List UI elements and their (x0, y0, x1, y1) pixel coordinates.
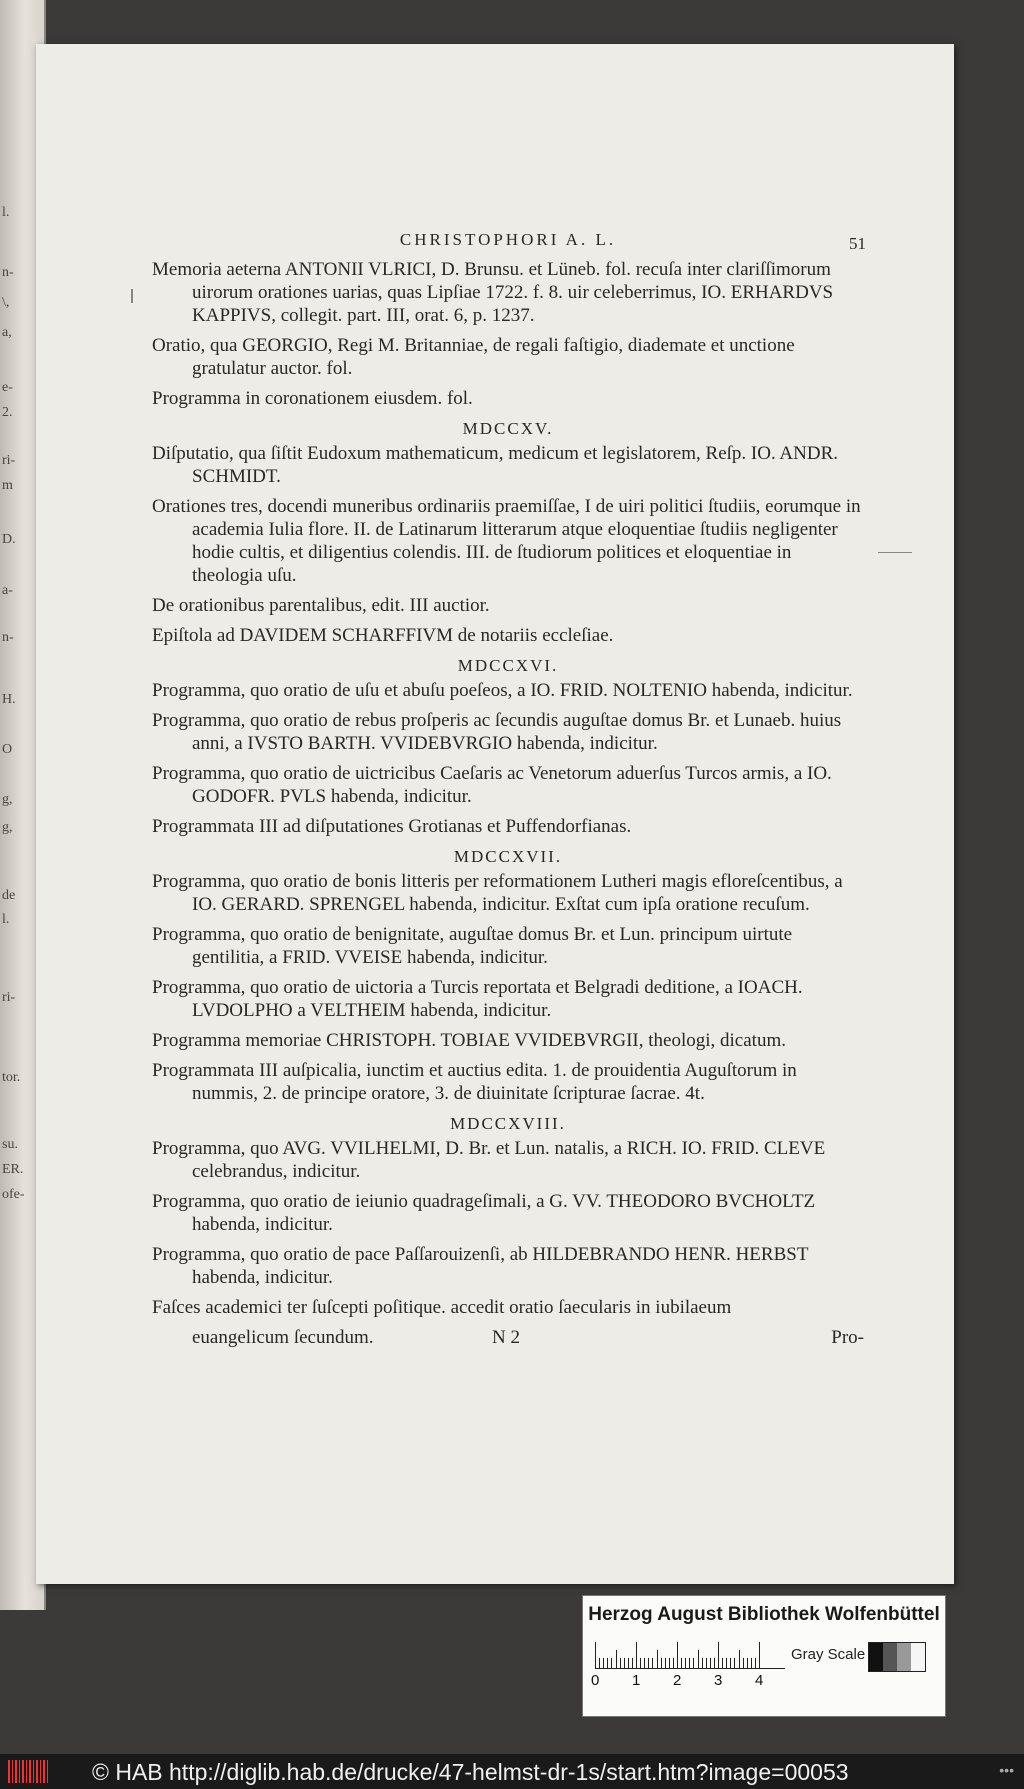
bibliography-entry: Programma in coronationem eiusdem. fol. (152, 388, 473, 409)
bibliography-entry: Programma, quo oratio de benignitate, auguſtae domus Br. et Lun. principum uirtute gentilitia, a FRID. VVEISE habenda, indicitur. (152, 924, 793, 968)
ruler-tick (706, 1658, 707, 1668)
bibliography-entry: Epiſtola ad DAVIDEM SCHARFFIVM de notariis eccleſiae. (152, 625, 614, 646)
header-row (152, 228, 864, 254)
bibliography-entry: De orationibus parentalibus, edit. III auctior. (152, 595, 490, 616)
year-heading: MDCCXV. (462, 419, 554, 438)
bibliography-entry: Programma, quo AVG. VVILHELMI, D. Br. et Lun. natalis, a RICH. IO. FRID. CLEVE celebrandus, indicitur. (152, 1138, 826, 1182)
ruler-tick (751, 1658, 752, 1668)
more-icon[interactable]: ••• (999, 1762, 1014, 1778)
ruler-tick (730, 1658, 731, 1668)
gray-patch (869, 1643, 883, 1671)
barcode-icon (8, 1760, 48, 1783)
ruler-tick (636, 1642, 637, 1668)
left-page-fragment: H. (2, 692, 16, 707)
left-page-fragment: su. (2, 1137, 18, 1152)
last-line-row (152, 1326, 864, 1350)
ruler-tick (640, 1658, 641, 1668)
ruler-tick (632, 1658, 633, 1668)
footer-bar (0, 1754, 1024, 1789)
ruler-tick (595, 1642, 596, 1668)
left-page-fragment: m (2, 478, 13, 493)
bibliography-entry: Programmata III auſpicalia, iunctim et auctius edita. 1. de prouidentia Auguſtorum in nummis, 2. de principe oratore, 3. de diuinitate ſcripturae ſacrae. 4t. (152, 1060, 797, 1104)
left-page-fragment: \, (2, 295, 10, 310)
left-page-fragment: n- (2, 265, 14, 280)
color-calibration-card (582, 1595, 946, 1717)
ruler-tick (599, 1658, 600, 1668)
ruler-tick (673, 1658, 674, 1668)
left-page-fragment: a- (2, 583, 13, 598)
bibliography-entry: Diſputatio, qua ſiſtit Eudoxum mathematicum, medicum et legislatorem, Reſp. IO. ANDR. SCHMIDT. (152, 443, 838, 487)
ruler-tick (607, 1658, 608, 1668)
year-heading: MDCCXVIII. (450, 1114, 566, 1133)
ruler-tick (718, 1642, 719, 1668)
year-heading: MDCCXVI. (457, 656, 559, 675)
gray-patch (883, 1643, 897, 1671)
gray-patch (911, 1643, 925, 1671)
left-page-fragment: e- (2, 380, 13, 395)
ruler-tick (759, 1642, 760, 1668)
stray-mark-left (131, 289, 133, 303)
catchword: Pro- (831, 1327, 864, 1348)
ruler-tick (734, 1658, 735, 1668)
bibliography-entry: Orationes tres, docendi muneribus ordinariis praemiſſae, I de uiri politici ſtudiis, eorumque in academia Iulia flore. II. de Latinarum litterarum atque eloquentiae ſtudiis negligenter hodie cultis, et diligentius colendis. III. de ſtudiorum politices et eloquentiae in theologia uſu. (152, 496, 861, 586)
ruler-tick (644, 1658, 645, 1668)
left-page-fragment: tor. (2, 1070, 21, 1085)
ruler-tick (714, 1658, 715, 1668)
footer-url[interactable]: © HAB http://diglib.hab.de/drucke/47-helmst-dr-1s/start.htm?image=00053 (92, 1759, 849, 1785)
bibliography-entry: Programma, quo oratio de uictoria a Turcis reportata et Belgradi deditione, a IOACH. LVDOLPHO a VELTHEIM habenda, indicitur. (152, 977, 803, 1021)
ruler-tick (743, 1658, 744, 1668)
gray-patch (897, 1643, 911, 1671)
bibliography-list (152, 258, 864, 1319)
ruler-tick (624, 1658, 625, 1668)
stray-mark-right (878, 552, 912, 553)
ruler-tick (747, 1658, 748, 1668)
ruler-tick (726, 1658, 727, 1668)
ruler-tick (689, 1658, 690, 1668)
left-page-fragment: l. (2, 205, 10, 220)
page-number: 51 (849, 234, 866, 253)
ruler-number: 1 (632, 1672, 641, 1689)
bibliography-entry: Faſces academici ter ſuſcepti poſitique. accedit oratio ſaecularis in iubilaeum (152, 1297, 732, 1318)
ruler-number: 3 (714, 1672, 723, 1689)
bibliography-entry: Programma, quo oratio de ieiunio quadrageſimali, a G. VV. THEODORO BVCHOLTZ habenda, indicitur. (152, 1191, 816, 1235)
bibliography-entry: Programma, quo oratio de bonis litteris per reformationem Lutheri magis efloreſcentibus, a IO. GERARD. SPRENGEL habenda, indicitur. Exſtat cum ipſa oratione recuſum. (152, 871, 843, 915)
ruler-tick (611, 1658, 612, 1668)
ruler (595, 1640, 785, 1669)
ruler-tick (722, 1658, 723, 1668)
bibliography-entry: Programma, quo oratio de uſu et abuſu poeſeos, a IO. FRID. NOLTENIO habenda, indicitur. (152, 680, 853, 701)
running-head: CHRISTOPHORI A. L. (399, 230, 617, 249)
page-text (152, 228, 864, 1350)
ruler-tick (657, 1650, 658, 1668)
ruler-tick (603, 1658, 604, 1668)
bibliography-entry: Programma, quo oratio de rebus proſperis ac ſecundis auguſtae domus Br. et Lunaeb. huius anni, a IVSTO BARTH. VVIDEBVRGIO habenda, indicitur. (152, 710, 842, 754)
bibliography-entry: Programma, quo oratio de pace Paſſarouizenſi, ab HILDEBRANDO HENR. HERBST habenda, indicitur. (152, 1244, 809, 1288)
ruler-tick (677, 1642, 678, 1668)
ruler-tick (702, 1658, 703, 1668)
ruler-tick (681, 1658, 682, 1668)
left-page-fragment: ri- (2, 990, 16, 1005)
bibliography-entry: Oratio, qua GEORGIO, Regi M. Britanniae, de regali faſtigio, diademate et unctione gratulatur auctor. fol. (152, 335, 795, 379)
ruler-tick (661, 1658, 662, 1668)
ruler-tick (755, 1658, 756, 1668)
left-page-fragment: de (2, 888, 16, 903)
left-page-fragment: ri- (2, 453, 16, 468)
ruler-tick (669, 1658, 670, 1668)
signature-mark: N 2 (492, 1327, 520, 1348)
bibliography-entry: Memoria aeterna ANTONII VLRICI, D. Brunsu. et Lüneb. fol. recuſa inter clariſſimorum uirorum orationes uarias, quas Lipſiae 1722. f. 8. uir celeberrimus, IO. ERHARDVS KAPPIVS, collegit. part. III, orat. 6, p. 1237. (152, 259, 834, 326)
left-page-fragment: g, (2, 792, 13, 807)
ruler-tick (652, 1658, 653, 1668)
bibliography-entry: Programmata III ad diſputationes Grotianas et Puffendorfianas. (152, 816, 632, 837)
ruler-tick (685, 1658, 686, 1668)
left-page-fragment: ofe- (2, 1187, 25, 1202)
ruler-tick (648, 1658, 649, 1668)
gray-scale-label: Gray Scale (791, 1646, 866, 1663)
last-line: euangelicum ſecundum. (192, 1327, 374, 1348)
left-page-fragment: g, (2, 820, 13, 835)
book-page (36, 44, 954, 1584)
ruler-tick (739, 1650, 740, 1668)
ruler-tick (620, 1658, 621, 1668)
ruler-tick (616, 1650, 617, 1668)
ruler-tick (698, 1650, 699, 1668)
year-heading: MDCCXVII. (453, 847, 563, 866)
library-name: Herzog August Bibliothek Wolfenbüttel (588, 1604, 940, 1625)
left-page-fragment: D. (2, 532, 16, 547)
ruler-tick (710, 1658, 711, 1668)
bibliography-entry: Programma memoriae CHRISTOPH. TOBIAE VVIDEBVRGII, theologi, dicatum. (152, 1030, 786, 1051)
left-page-fragment: l. (2, 912, 10, 927)
left-page-fragment: n- (2, 630, 14, 645)
ruler-number: 0 (591, 1672, 600, 1689)
ruler-tick (628, 1658, 629, 1668)
ruler-number: 2 (673, 1672, 682, 1689)
ruler-tick (665, 1658, 666, 1668)
ruler-number: 4 (755, 1672, 764, 1689)
gray-scale-strip (868, 1642, 926, 1672)
left-page-fragment: ER. (2, 1162, 24, 1177)
left-page-fragment: 2. (2, 405, 13, 420)
bibliography-entry: Programma, quo oratio de uictricibus Caeſaris ac Venetorum aduerſus Turcos armis, a IO. GODOFR. PVLS habenda, indicitur. (152, 763, 832, 807)
ruler-tick (693, 1658, 694, 1668)
left-page-fragment: O (2, 742, 13, 757)
left-page-fragment: a, (2, 325, 12, 340)
